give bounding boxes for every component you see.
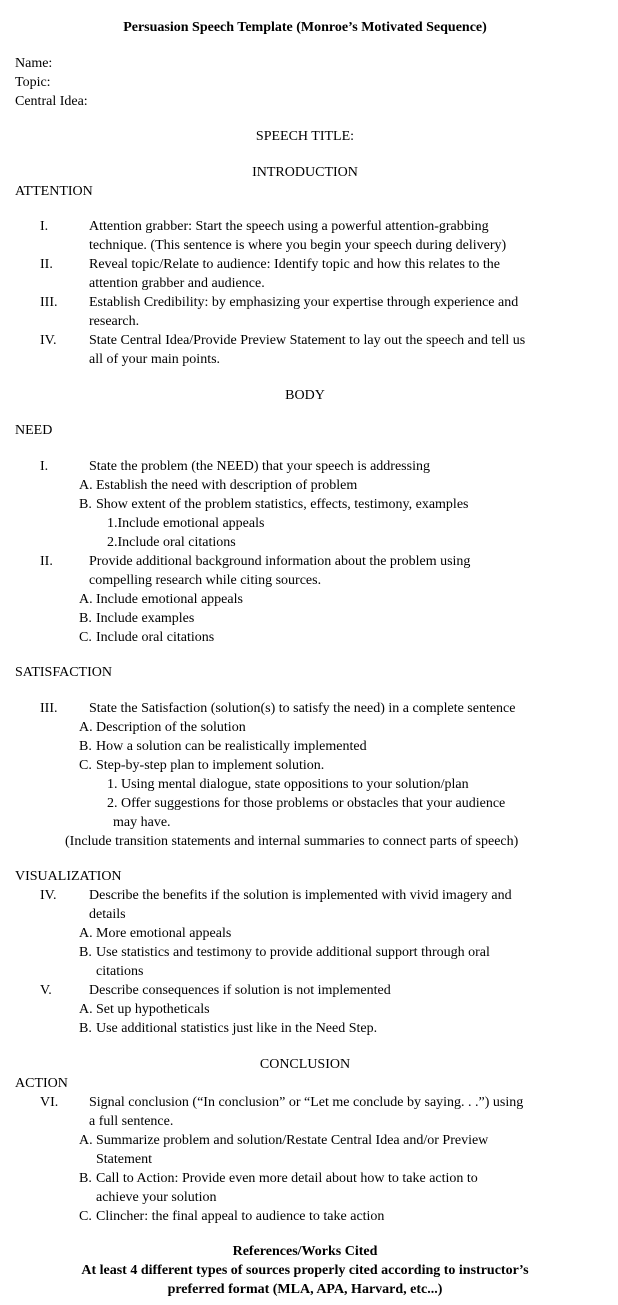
blank-line: [15, 851, 595, 868]
item-marker: A.: [79, 1002, 93, 1017]
outline-item-letter: [79, 495, 595, 514]
item-marker: A.: [79, 477, 93, 493]
section-center-heading: BODY: [285, 387, 325, 403]
section-center-heading: CONCLUSION: [259, 1056, 351, 1072]
item-marker: III.: [40, 700, 58, 716]
item-text: Include examples: [96, 610, 195, 626]
item-marker: III.: [40, 295, 58, 310]
item-text: Use additional statistics just like in the Need Step.: [96, 1021, 378, 1036]
outline-item-letter: [79, 1019, 595, 1038]
outline-item-number: 2. Offer suggestions for those problems or obstacles that your audience may have.: [107, 795, 506, 830]
references-line: At least 4 different types of sources properly cited according to instructor’s: [81, 1263, 529, 1278]
item-marker: B.: [79, 496, 92, 512]
outline-item-letter: [79, 1000, 595, 1019]
section-center-heading: INTRODUCTION: [252, 164, 358, 180]
blank-line: [15, 440, 595, 457]
item-text: Summarize problem and solution/Restate Central Idea and/or Preview Statement: [96, 1132, 489, 1167]
item-text: Set up hypotheticals: [96, 1002, 210, 1017]
transition-note: (Include transition statements and internal summaries to connect parts of speech): [65, 833, 519, 849]
item-marker: C.: [79, 629, 92, 645]
item-text: Call to Action: Provide even more detail about how to take action to achieve your solution: [96, 1170, 478, 1205]
item-text: Attention grabber: Start the speech using a powerful attention-grabbing technique. (This sentence is where you begin your speech during delivery): [89, 219, 507, 253]
item-marker: I.: [40, 458, 49, 474]
item-marker: B.: [79, 610, 92, 626]
outline-item-roman: [40, 552, 595, 590]
section-heading: VISUALIZATION: [15, 869, 122, 884]
outline-item-roman: [40, 886, 595, 924]
outline-item-number: 2.Include oral citations: [107, 534, 236, 550]
item-marker: C.: [79, 1208, 92, 1224]
outline-item-roman: [40, 1093, 595, 1131]
section-heading: ATTENTION: [15, 183, 93, 199]
item-text: State the problem (the NEED) that your speech is addressing: [89, 458, 430, 474]
outline-item-number: 1.Include emotional appeals: [107, 515, 265, 531]
document-title: Persuasion Speech Template (Monroe’s Motivated Sequence): [123, 20, 487, 35]
outline-item-letter: [79, 737, 595, 756]
blank-line: [15, 1226, 595, 1243]
blank-line: [15, 111, 595, 128]
section-heading: NEED: [15, 423, 53, 438]
item-text: Clincher: the final appeal to audience to take action: [96, 1208, 385, 1224]
item-marker: I.: [40, 219, 49, 234]
document-body: [15, 37, 595, 1299]
outline-item-letter: [79, 924, 595, 943]
section-center-heading: SPEECH TITLE:: [255, 129, 355, 144]
blank-line: [15, 1038, 595, 1055]
outline-item-letter: [79, 756, 595, 775]
outline-item-letter: [79, 476, 595, 495]
item-text: Describe consequences if solution is not implemented: [89, 983, 391, 998]
item-marker: A.: [79, 591, 93, 607]
item-text: State Central Idea/Provide Preview Statement to lay out the speech and tell us all of your main points.: [89, 333, 526, 367]
item-text: Reveal topic/Relate to audience: Identify topic and how this relates to the attention grabber and audience.: [89, 257, 500, 291]
item-marker: V.: [40, 983, 52, 998]
item-text: How a solution can be realistically implemented: [96, 738, 367, 754]
item-text: Description of the solution: [96, 719, 246, 735]
blank-line: [15, 201, 595, 218]
outline-item-letter: [79, 1207, 595, 1226]
outline-item-roman: [40, 255, 595, 293]
outline-item-letter: [79, 718, 595, 737]
blank-line: [15, 146, 595, 163]
item-text: Signal conclusion (“In conclusion” or “Let me conclude by saying. . .”) using a full sentence.: [89, 1094, 524, 1129]
item-text: Step-by-step plan to implement solution.: [96, 757, 325, 773]
outline-item-letter: [79, 1131, 595, 1169]
blank-line: [15, 37, 595, 54]
outline-item-letter: [79, 609, 595, 628]
blank-line: [15, 369, 595, 386]
outline-item-letter: [79, 943, 595, 981]
outline-item-roman: [40, 981, 595, 1000]
item-marker: B.: [79, 738, 92, 754]
item-marker: IV.: [40, 888, 57, 903]
item-text: Show extent of the problem statistics, effects, testimony, examples: [96, 496, 469, 512]
item-text: Include oral citations: [96, 629, 215, 645]
section-heading: SATISFACTION: [15, 665, 112, 680]
item-marker: VI.: [40, 1094, 59, 1110]
item-marker: B.: [79, 1021, 92, 1036]
item-text: Use statistics and testimony to provide additional support through oral citations: [96, 945, 490, 979]
outline-item-letter: [79, 590, 595, 609]
item-text: Establish Credibility: by emphasizing your expertise through experience and research.: [89, 295, 519, 329]
item-text: More emotional appeals: [96, 926, 232, 941]
outline-item-letter: [79, 628, 595, 647]
meta-field-line: Central Idea:: [15, 93, 88, 109]
item-text: Establish the need with description of problem: [96, 477, 358, 493]
item-marker: B.: [79, 1170, 92, 1186]
item-marker: A.: [79, 1132, 93, 1148]
outline-item-roman: [40, 217, 595, 255]
outline-item-roman: [40, 331, 595, 369]
outline-item-roman: [40, 293, 595, 331]
section-heading: ACTION: [15, 1075, 68, 1091]
item-marker: II.: [40, 553, 53, 569]
blank-line: [15, 405, 595, 422]
references-line: preferred format (MLA, APA, Harvard, etc...): [167, 1282, 443, 1297]
item-text: State the Satisfaction (solution(s) to satisfy the need) in a complete sentence: [89, 700, 516, 716]
item-marker: B.: [79, 945, 92, 960]
blank-line: [15, 682, 595, 699]
item-marker: II.: [40, 257, 53, 272]
outline-item-roman: [40, 457, 595, 476]
item-text: Provide additional background information about the problem using compelling research while citing sources.: [89, 553, 471, 588]
item-marker: C.: [79, 757, 92, 773]
outline-item-letter: [79, 1169, 595, 1207]
references-line: References/Works Cited: [232, 1244, 378, 1259]
item-text: Describe the benefits if the solution is implemented with vivid imagery and details: [89, 888, 512, 922]
outline-item-number: 1. Using mental dialogue, state oppositions to your solution/plan: [107, 776, 469, 792]
item-marker: IV.: [40, 333, 57, 348]
meta-field-line: Topic:: [15, 74, 51, 90]
item-marker: A.: [79, 926, 93, 941]
item-text: Include emotional appeals: [96, 591, 243, 607]
item-marker: A.: [79, 719, 93, 735]
meta-field-line: Name:: [15, 55, 53, 71]
blank-line: [15, 647, 595, 664]
outline-item-roman: [40, 699, 595, 718]
